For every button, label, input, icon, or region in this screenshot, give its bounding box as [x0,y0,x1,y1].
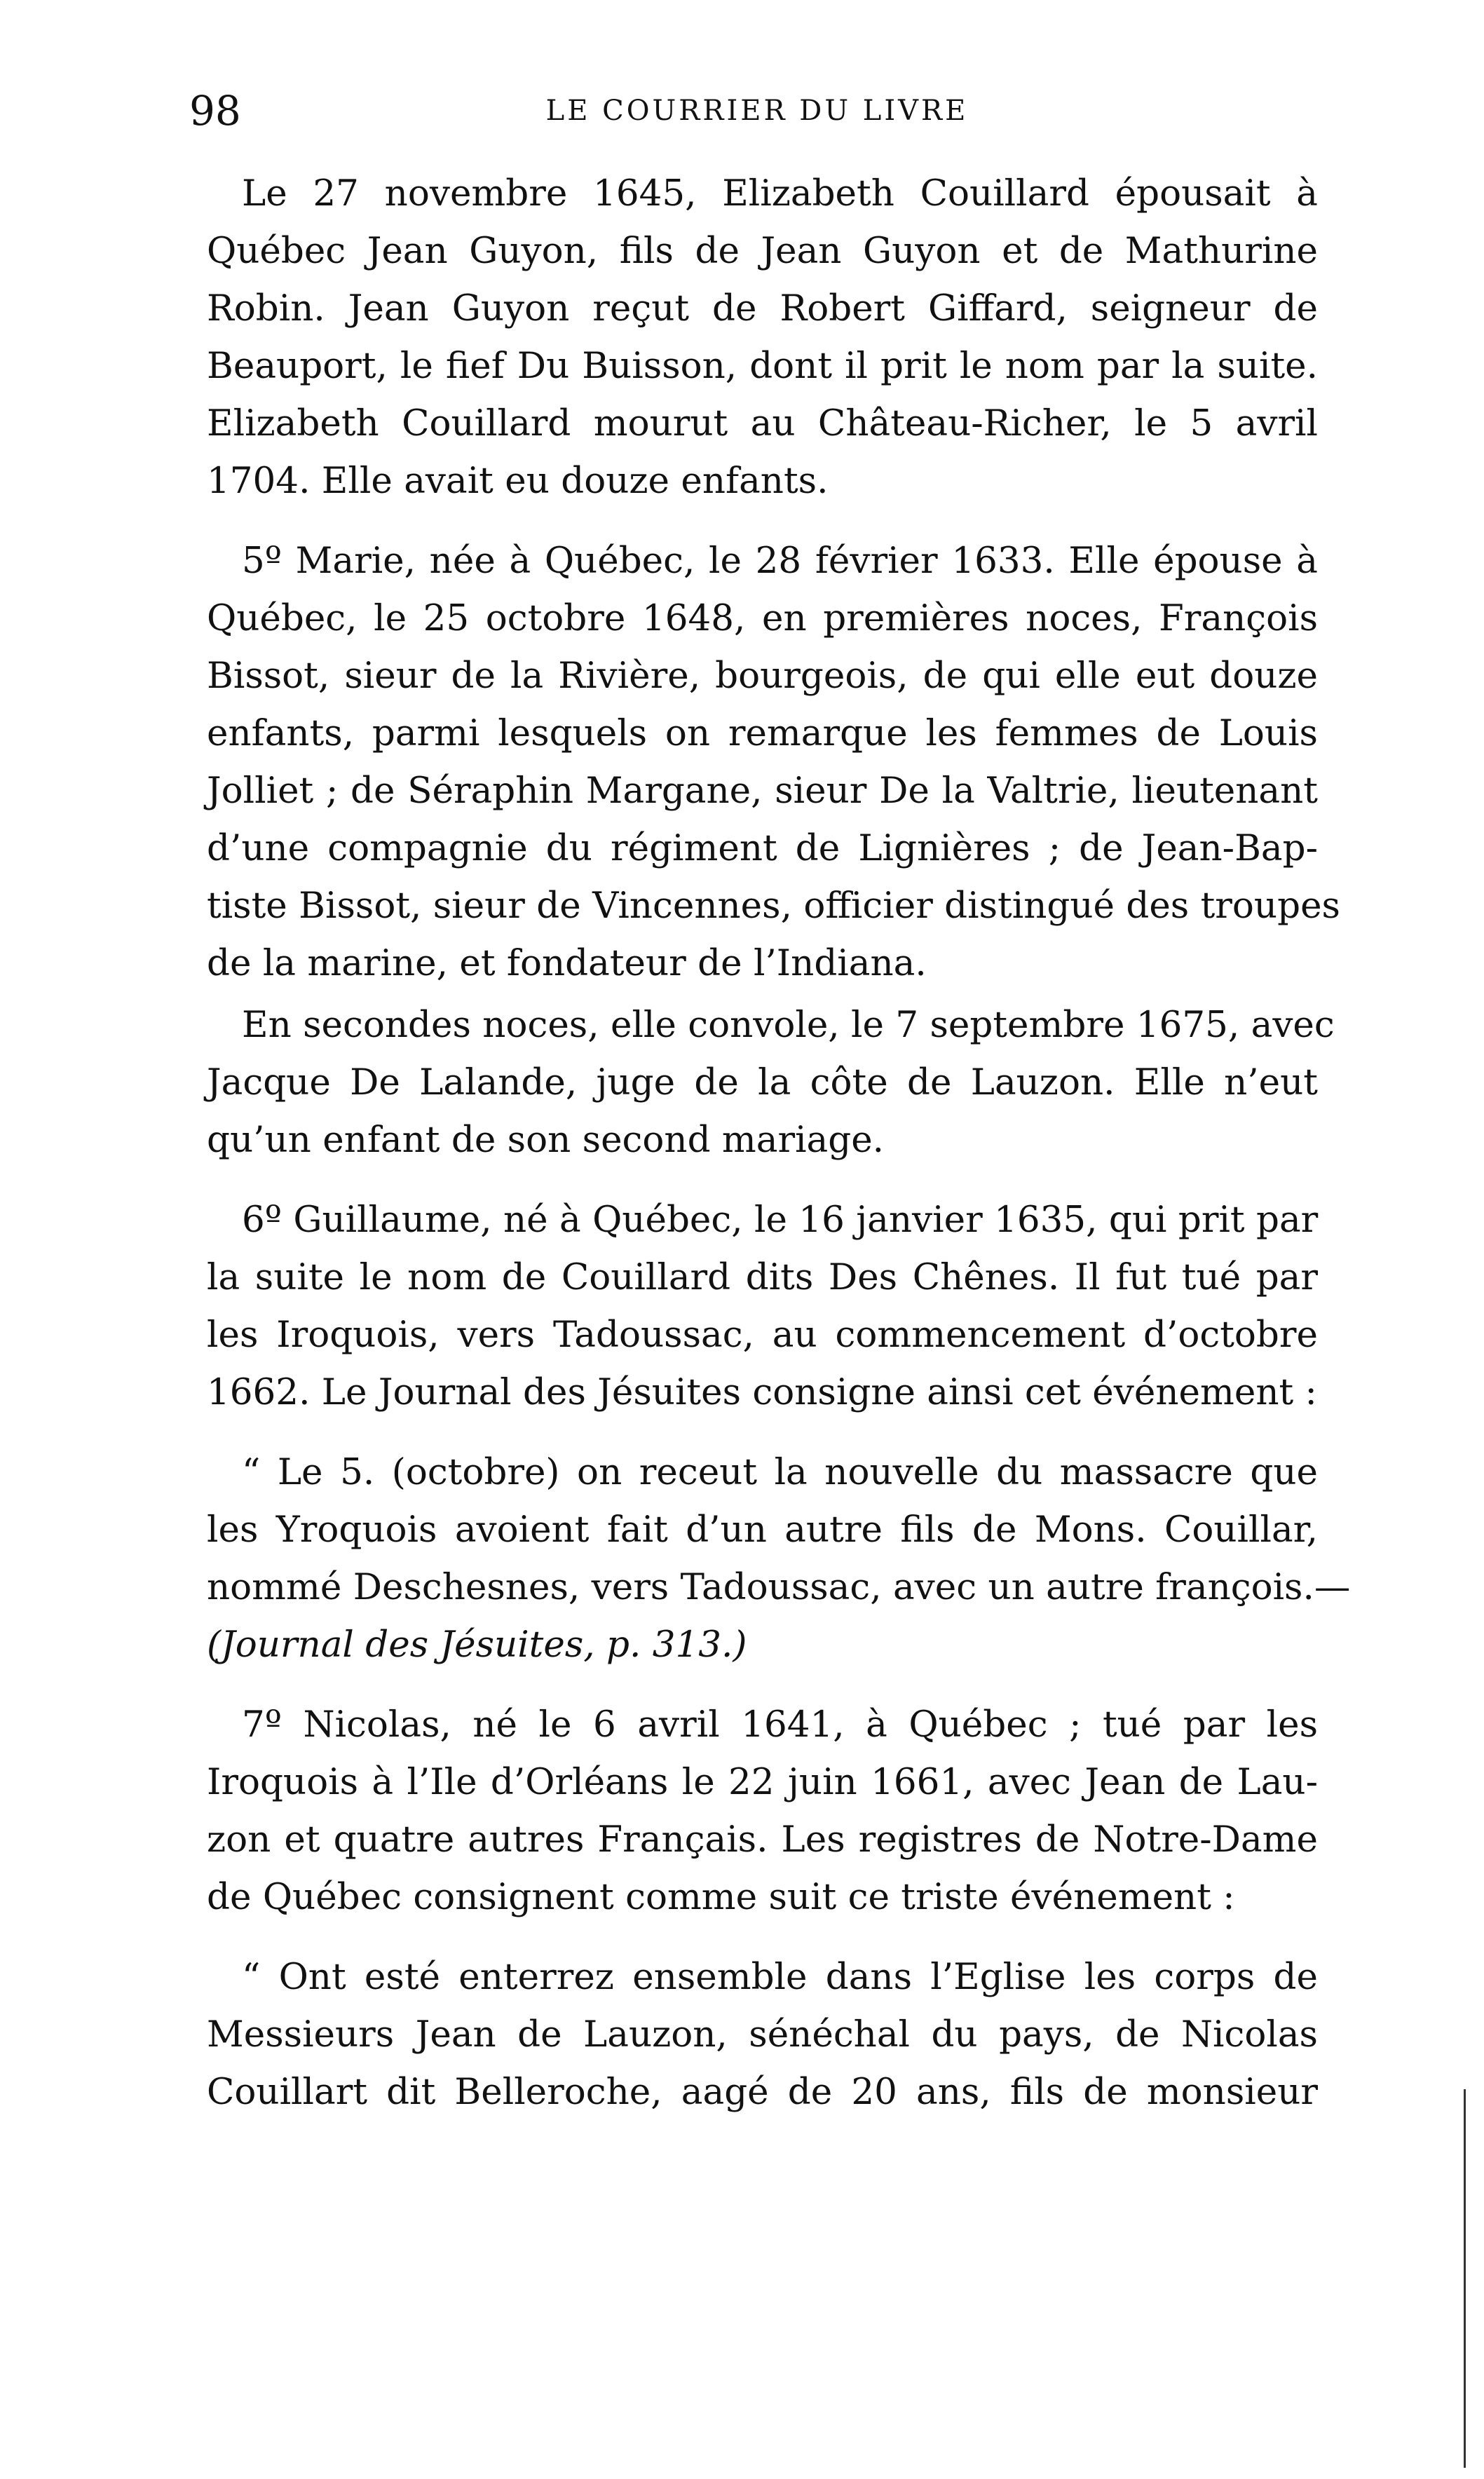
text-line: Iroquois à l’Ile d’Orléans le 22 juin 1661, avec Jean de Lau- [207,1761,1318,1803]
text-line: “ Ont esté enterrez ensemble dans l’Eglise les corps de [242,1956,1318,1998]
paragraph-marie [207,532,1340,992]
text-line: tiste Bissot, sieur de Vincennes, officier distingué des troupes [207,885,1340,927]
text-line: “ Le 5. (octobre) on receut la nouvelle du massacre que [242,1451,1318,1493]
paragraph-secondes-noces [207,996,1335,1169]
text-line: de Québec consignent comme suit ce triste événement : [207,1876,1235,1918]
text-line: les Yroquois avoient fait d’un autre fils de Mons. Couillar, [207,1509,1318,1551]
text-line: d’une compagnie du régiment de Lignières ; de Jean-Bap- [207,827,1318,869]
paragraph-guyon [207,165,1318,510]
page-number: 98 [189,87,241,135]
text-line: Le 27 novembre 1645, Elizabeth Couillard épousait à [242,172,1318,215]
body-text [207,165,1351,2121]
text-line: Beauport, le fief Du Buisson, dont il prit le nom par la suite. [207,345,1318,387]
text-line: Bissot, sieur de la Rivière, bourgeois, de qui elle eut douze [207,655,1318,697]
text-line: Québec Jean Guyon, fils de Jean Guyon et de Mathurine [207,230,1318,272]
text-line: enfants, parmi lesquels on remarque les femmes de Louis [207,712,1318,754]
text-line: 5º Marie, née à Québec, le 28 février 1633. Elle épouse à [242,540,1318,582]
text-line: 1704. Elle avait eu douze enfants. [207,460,829,502]
running-head: LE COURRIER DU LIVRE [545,95,969,127]
text-line: Robin. Jean Guyon reçut de Robert Giffard, seigneur de [207,287,1318,330]
text-line: la suite le nom de Couillard dits Des Chênes. Il fut tué par [207,1256,1318,1298]
scan-margin-mark [1464,2089,1466,2468]
text-line: nommé Deschesnes, vers Tadoussac, avec un autre françois.— [207,1566,1351,1608]
text-line: En secondes noces, elle convole, le 7 septembre 1675, avec [242,1004,1335,1046]
paragraph-nicolas [207,1696,1318,1926]
text-line: 7º Nicolas, né le 6 avril 1641, à Québec ; tué par les [242,1704,1318,1746]
text-line: Messieurs Jean de Lauzon, sénéchal du pays, de Nicolas [207,2013,1318,2056]
quotation-registres-notre-dame [207,1948,1318,2121]
paragraph-guillaume [207,1191,1318,1421]
text-line: Couillart dit Belleroche, aagé de 20 ans, fils de monsieur [207,2071,1318,2113]
text-line: qu’un enfant de son second mariage. [207,1119,885,1161]
quotation-journal-jesuites [207,1444,1351,1673]
text-line: zon et quatre autres Français. Les registres de Notre-Dame [207,1819,1318,1861]
text-line: Jacque De Lalande, juge de la côte de Lauzon. Elle n’eut [207,1061,1318,1103]
text-line: 1662. Le Journal des Jésuites consigne ainsi cet événement : [207,1371,1317,1413]
text-line: les Iroquois, vers Tadoussac, au commencement d’octobre [207,1314,1318,1356]
text-line: Jolliet ; de Séraphin Margane, sieur De la Valtrie, lieutenant [207,770,1318,812]
text-line: de la marine, et fondateur de l’Indiana. [207,942,927,984]
text-line: 6º Guillaume, né à Québec, le 16 janvier 1635, qui prit par [242,1199,1319,1241]
page-header [189,83,1325,139]
text-line: Québec, le 25 octobre 1648, en premières noces, François [207,597,1318,639]
text-line: Elizabeth Couillard mourut au Château-Richer, le 5 avril [207,402,1318,444]
citation-line: (Journal des Jésuites, p. 313.) [207,1624,747,1666]
